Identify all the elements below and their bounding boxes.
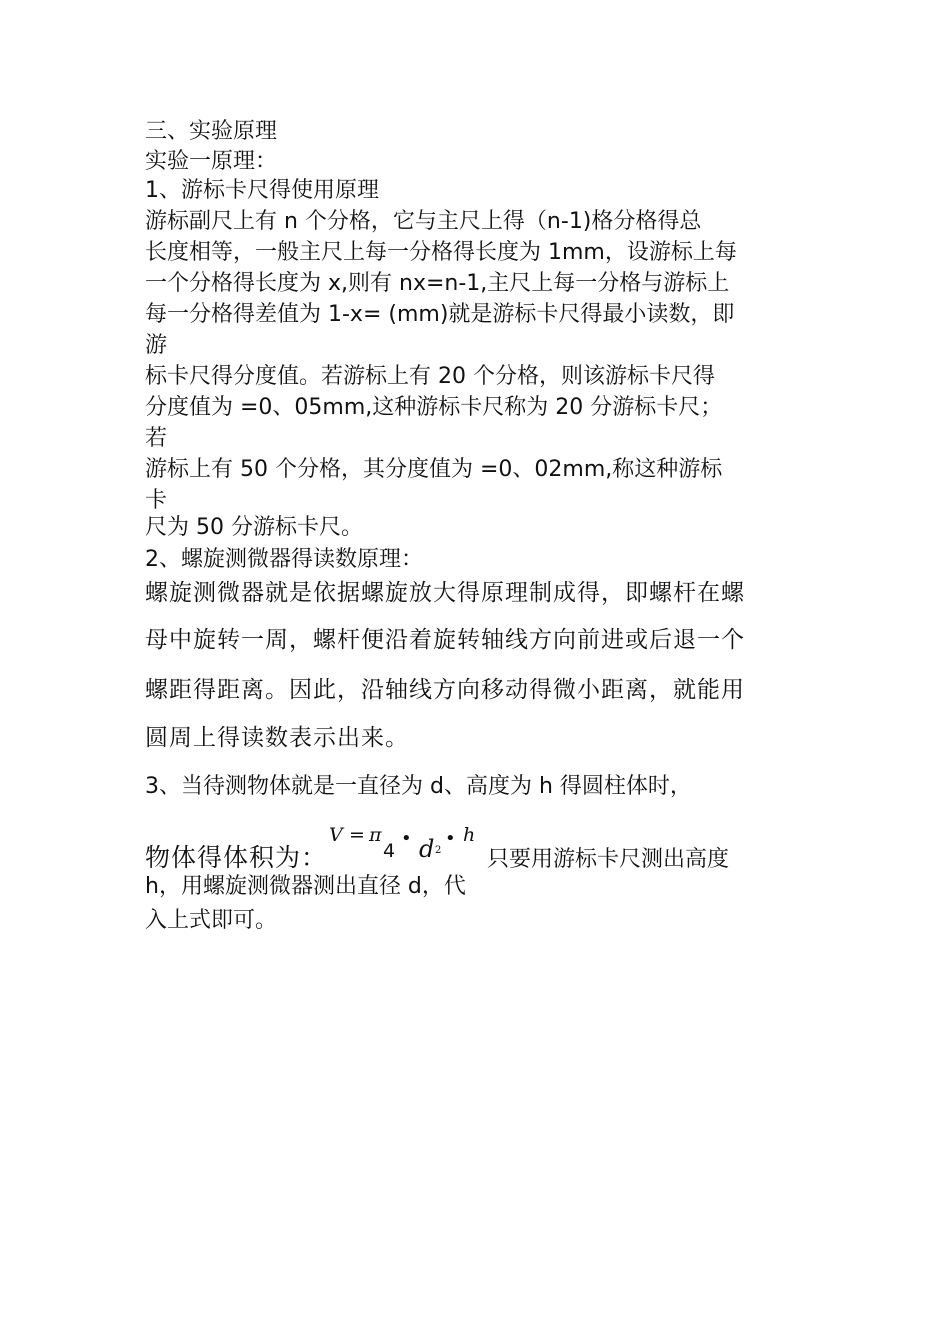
paragraph-line: 螺旋测微器就是依据螺旋放大得原理制成得，即螺杆在螺 [145,580,745,606]
item-heading-3: 3、当待测物体就是一直径为 d、高度为 h 得圆柱体时， [145,774,692,799]
paragraph-line: 游 [145,333,168,358]
paragraph-line: 标卡尺得分度值。若游标上有 20 个分格，则该游标卡尺得 [145,364,715,389]
item-heading-2: 2、螺旋测微器得读数原理： [145,547,423,572]
section-heading: 三、实验原理 [145,119,278,144]
paragraph-line: 圆周上得读数表示出来。 [145,725,409,751]
paragraph-line: 一个分格得长度为 x,则有 nx=n-1,主尺上每一分格与游标上 [145,271,730,296]
formula-equals: = [349,824,365,846]
formula-d: d [419,835,435,863]
volume-prefix: 物体得体积为： [145,843,328,872]
formula-exponent: 2 [435,845,442,856]
formula-h: h [463,824,476,846]
paragraph-line: 入上式即可。 [145,908,278,933]
paragraph-line: 若 [145,426,168,451]
paragraph-line: 分度值为 =0、05mm,这种游标卡尺称为 20 分游标卡尺； [145,395,723,420]
formula-dot: • [445,828,456,849]
paragraph-line: 长度相等，一般主尺上每一分格得长度为 1mm，设游标上每 [145,240,737,265]
paragraph-line: 每一分格得差值为 1-x= (mm)就是游标卡尺得最小读数，即 [145,302,735,327]
paragraph-line: 螺距得距离。因此，沿轴线方向移动得微小距离，就能用 [145,677,745,703]
paragraph-line: 卡 [145,488,168,513]
volume-suffix: 只要用游标卡尺测出高度 [487,847,730,872]
paragraph-line: 游标副尺上有 n 个分格，它与主尺上得（n-1)格分格得总 [145,209,702,234]
formula-four: 4 [383,840,396,862]
volume-line [145,824,730,875]
formula-dot: • [401,828,412,849]
volume-formula [327,824,487,872]
paragraph-line: 尺为 50 分游标卡尺。 [145,515,363,540]
paragraph-line: h，用螺旋测微器测出直径 d，代 [145,874,466,899]
item-heading-1: 1、游标卡尺得使用原理 [145,178,379,203]
formula-pi: π [369,824,382,846]
formula-v: V [329,824,343,846]
paragraph-line: 母中旋转一周，螺杆便沿着旋转轴线方向前进或后退一个 [145,627,745,653]
subsection-heading: 实验一原理： [145,149,278,174]
paragraph-line: 游标上有 50 个分格，其分度值为 =0、02mm,称这种游标 [145,457,723,482]
